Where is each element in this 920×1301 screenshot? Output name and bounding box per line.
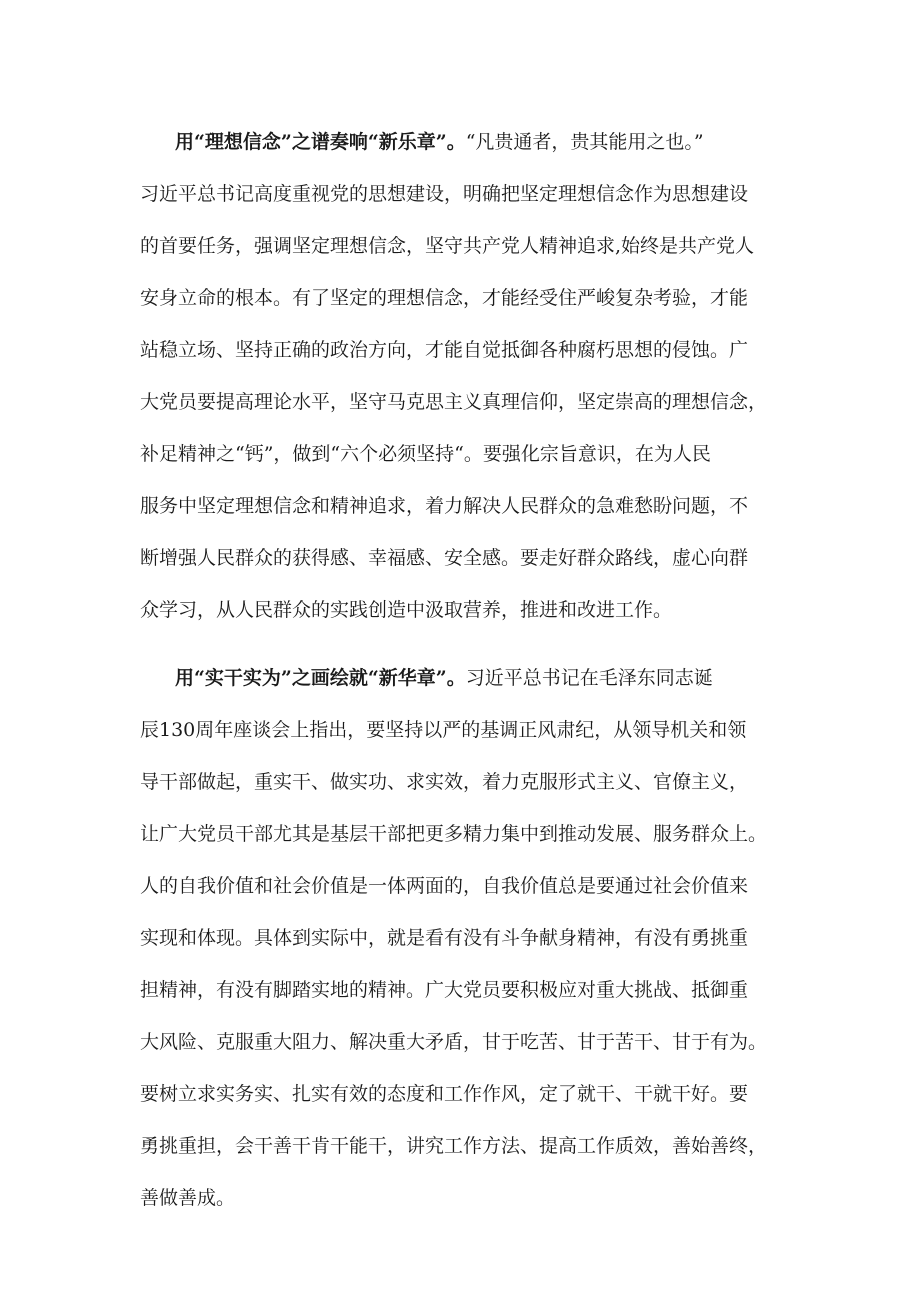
paragraph-line: 善做善成。 xyxy=(140,1187,236,1209)
paragraph-first-line xyxy=(175,130,704,154)
paragraph-line: 的首要任务，强调坚定理想信念，坚守共产党人精神追求,始终是共产党人 xyxy=(140,235,755,257)
paragraph-line: 大风险、克服重大阻力、解决重大矛盾，甘于吃苦、甘于苦干、甘于有为。 xyxy=(140,1031,768,1053)
paragraph-line: 担精神，有没有脚踏实地的精神。广大党员要积极应对重大挑战、抵御重 xyxy=(140,979,749,1001)
paragraph-line: 辰130周年座谈会上指出，要坚持以严的基调正风肃纪，从领导机关和领 xyxy=(140,719,747,741)
paragraph-line: 众学习，从人民群众的实践创造中汲取营养，推进和改进工作。 xyxy=(140,599,673,621)
paragraph-heading: 用“实干实为”之画绘就“新华章”。 xyxy=(175,667,466,689)
paragraph-line: 要树立求实务实、扎实有效的态度和工作作风，定了就干、干就干好。要 xyxy=(140,1083,749,1105)
paragraph-text: 习近平总书记在毛泽东同志诞 xyxy=(465,667,713,689)
paragraph-text: “凡贵通者，贵其能用之也。” xyxy=(465,131,704,153)
paragraph-heading: 用“理想信念”之谱奏响“新乐章”。 xyxy=(175,131,466,153)
paragraph-line: 安身立命的根本。有了坚定的理想信念，才能经受住严峻复杂考验，才能 xyxy=(140,287,749,309)
paragraph-line: 服务中坚定理想信念和精神追求，着力解决人民群众的急难愁盼问题，不 xyxy=(140,495,749,517)
paragraph-line: 勇挑重担，会干善干肯干能干，讲究工作方法、提高工作质效，善始善终， xyxy=(140,1135,768,1157)
paragraph-line: 让广大党员干部尤其是基层干部把更多精力集中到推动发展、服务群众上。 xyxy=(140,823,768,845)
paragraph-line: 站稳立场、坚持正确的政治方向，才能自觉抵御各种腐朽思想的侵蚀。广 xyxy=(140,339,749,361)
paragraph-line: 人的自我价值和社会价值是一体两面的，自我价值总是要通过社会价值来 xyxy=(140,875,749,897)
paragraph-line: 实现和体现。具体到实际中，就是看有没有斗争献身精神，有没有勇挑重 xyxy=(140,927,749,949)
paragraph-line: 大党员要提高理论水平，坚守马克思主义真理信仰，坚定崇高的理想信念， xyxy=(140,391,768,413)
paragraph-line: 导干部做起，重实干、做实功、求实效，着力克服形式主义、官僚主义， xyxy=(140,771,749,793)
paragraph-first-line xyxy=(175,666,713,690)
paragraph-line: 补足精神之“钙”，做到“六个必须坚持“。要强化宗旨意识，在为人民 xyxy=(140,443,711,465)
paragraph-line: 断增强人民群众的获得感、幸福感、安全感。要走好群众路线，虚心向群 xyxy=(140,547,749,569)
paragraph-line: 习近平总书记高度重视党的思想建设，明确把坚定理想信念作为思想建设 xyxy=(140,183,749,205)
